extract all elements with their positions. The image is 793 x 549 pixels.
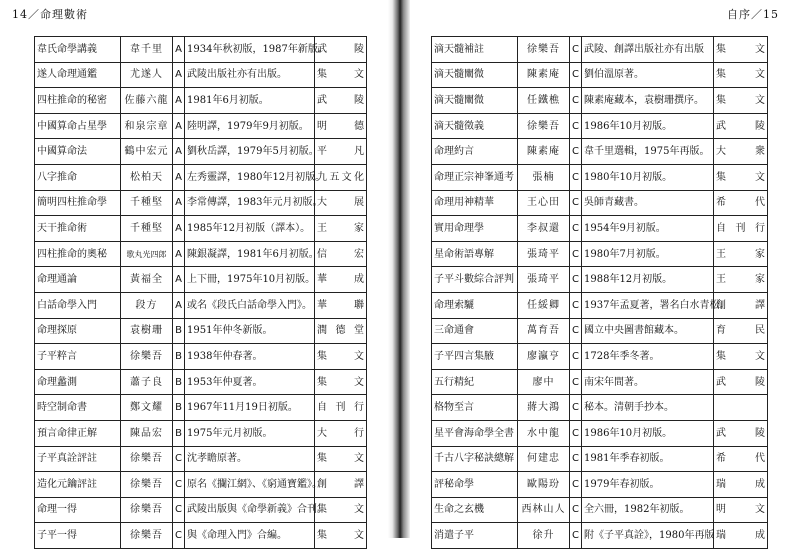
book-title-cell: 子平粹言 — [35, 344, 121, 370]
book-title-cell: 五行精紀 — [432, 369, 518, 395]
book-title-cell: 滴天髓徵義 — [432, 113, 518, 139]
author-cell: 松柏天 — [121, 164, 173, 190]
note-cell: 劉秋岳譯，1979年5月初版。 — [185, 139, 315, 165]
table-row — [432, 395, 768, 421]
right-book-table — [431, 36, 768, 549]
author-cell: 徐樂吾 — [121, 446, 173, 472]
note-cell: 國立中央圖書館藏本。 — [582, 318, 714, 344]
author-cell: 水中龍 — [518, 420, 570, 446]
grade-cell: C — [570, 344, 582, 370]
book-title-cell: 簡明四柱推命學 — [35, 190, 121, 216]
grade-cell: A — [173, 62, 185, 88]
author-cell: 任鐵樵 — [518, 88, 570, 114]
note-cell: 上下冊，1975年10月初版。 — [185, 267, 315, 293]
book-title-cell: 韋氏命學講義 — [35, 37, 121, 63]
table-row — [35, 395, 367, 421]
note-cell: 陳銀凝譯，1981年6月初版。 — [185, 241, 315, 267]
note-cell: 1954年9月初版。 — [582, 216, 714, 242]
publisher-cell: 大展 — [315, 190, 367, 216]
note-cell: 1988年12月初版。 — [582, 267, 714, 293]
table-row — [432, 190, 768, 216]
author-cell: 徐升 — [518, 523, 570, 549]
table-row — [432, 113, 768, 139]
table-row — [432, 344, 768, 370]
grade-cell: C — [570, 164, 582, 190]
table-row — [432, 472, 768, 498]
author-cell: 袁樹珊 — [121, 318, 173, 344]
grade-cell: C — [173, 523, 185, 549]
author-cell: 陳品宏 — [121, 420, 173, 446]
note-cell: 沈孝瞻原著。 — [185, 446, 315, 472]
grade-cell: A — [173, 190, 185, 216]
note-cell: 南宋年間著。 — [582, 369, 714, 395]
author-cell: 尤遂人 — [121, 62, 173, 88]
author-cell: 段方 — [121, 292, 173, 318]
author-cell: 佐藤六龍 — [121, 88, 173, 114]
publisher-cell: 瑞成 — [714, 523, 768, 549]
grade-cell: A — [173, 241, 185, 267]
note-cell: 全六冊，1982年初版。 — [582, 497, 714, 523]
book-title-cell: 千古八字秘訣總解 — [432, 446, 518, 472]
grade-cell: B — [173, 395, 185, 421]
note-cell: 1975年元月初版。 — [185, 420, 315, 446]
note-cell: 秘本。清朝手抄本。 — [582, 395, 714, 421]
grade-cell: A — [173, 164, 185, 190]
note-cell: 1981年季春初版。 — [582, 446, 714, 472]
note-cell: 原名《攔江網》、《窮通寶鑑》。 — [185, 472, 315, 498]
book-title-cell: 命理蠡測 — [35, 369, 121, 395]
author-cell: 李叔還 — [518, 216, 570, 242]
author-cell: 陳素庵 — [518, 62, 570, 88]
book-title-cell: 星命術語專解 — [432, 241, 518, 267]
grade-cell: B — [173, 318, 185, 344]
note-cell: 1981年6月初版。 — [185, 88, 315, 114]
grade-cell: C — [570, 318, 582, 344]
book-title-cell: 子平真詮評註 — [35, 446, 121, 472]
right-page — [410, 0, 793, 542]
book-title-cell: 四柱推命的秘密 — [35, 88, 121, 114]
table-row — [432, 497, 768, 523]
author-cell: 萬育吾 — [518, 318, 570, 344]
publisher-cell: 集文 — [315, 523, 367, 549]
publisher-cell: 王家 — [714, 267, 768, 293]
publisher-cell: 武陵 — [315, 88, 367, 114]
author-cell: 徐樂吾 — [121, 344, 173, 370]
book-title-cell: 造化元鑰評註 — [35, 472, 121, 498]
grade-cell: C — [173, 497, 185, 523]
author-cell: 徐樂吾 — [121, 472, 173, 498]
grade-cell: C — [173, 472, 185, 498]
publisher-cell: 集文 — [714, 88, 768, 114]
grade-cell: C — [570, 395, 582, 421]
author-cell: 千種堅 — [121, 190, 173, 216]
author-cell: 歐陽玢 — [518, 472, 570, 498]
table-row — [35, 139, 367, 165]
left-table-body — [35, 37, 367, 549]
publisher-cell: 王家 — [714, 241, 768, 267]
note-cell: 1934年秋初版，1987年新版。 — [185, 37, 315, 63]
table-row — [432, 62, 768, 88]
table-row — [35, 113, 367, 139]
table-row — [432, 420, 768, 446]
publisher-cell: 希代 — [714, 190, 768, 216]
author-cell: 何建忠 — [518, 446, 570, 472]
author-cell: 韋千里 — [121, 37, 173, 63]
grade-cell: C — [173, 446, 185, 472]
table-row — [35, 369, 367, 395]
book-title-cell: 命理通論 — [35, 267, 121, 293]
table-row — [35, 164, 367, 190]
table-row — [35, 318, 367, 344]
left-book-table — [34, 36, 367, 549]
book-title-cell: 子平斗數綜合評判 — [432, 267, 518, 293]
left-page — [0, 0, 388, 542]
author-cell: 陳素庵 — [518, 139, 570, 165]
note-cell: 吳師青藏書。 — [582, 190, 714, 216]
grade-cell: A — [173, 267, 185, 293]
grade-cell: C — [570, 497, 582, 523]
author-cell: 鶴中宏元 — [121, 139, 173, 165]
table-row — [432, 37, 768, 63]
book-title-cell: 遂人命理通鑑 — [35, 62, 121, 88]
table-row — [432, 318, 768, 344]
author-cell: 徐樂吾 — [121, 523, 173, 549]
note-cell: 陳素庵藏本，袁樹珊撰序。 — [582, 88, 714, 114]
grade-cell: C — [570, 446, 582, 472]
note-cell: 1980年10月初版。 — [582, 164, 714, 190]
note-cell: 武陵出版與《命學新義》合刊。 — [185, 497, 315, 523]
grade-cell: C — [570, 139, 582, 165]
book-title-cell: 命理正宗神峯通考 — [432, 164, 518, 190]
table-row — [432, 241, 768, 267]
author-cell: 黃福全 — [121, 267, 173, 293]
publisher-cell: 大衆 — [714, 139, 768, 165]
grade-cell: A — [173, 216, 185, 242]
grade-cell: B — [173, 420, 185, 446]
author-cell: 西林山人 — [518, 497, 570, 523]
author-cell: 千種堅 — [121, 216, 173, 242]
grade-cell: C — [570, 88, 582, 114]
table-row — [432, 446, 768, 472]
book-title-cell: 格物至言 — [432, 395, 518, 421]
author-cell: 張琦平 — [518, 267, 570, 293]
note-cell: 左秀靈譯，1980年12月初版。 — [185, 164, 315, 190]
author-cell: 蕭子良 — [121, 369, 173, 395]
publisher-cell: 集文 — [714, 164, 768, 190]
publisher-cell: 集文 — [714, 62, 768, 88]
table-row — [35, 472, 367, 498]
book-title-cell: 命理一得 — [35, 497, 121, 523]
grade-cell: B — [173, 369, 185, 395]
table-row — [432, 292, 768, 318]
note-cell: 1937年孟夏著，署名白水青松。 — [582, 292, 714, 318]
note-cell: 附《子平真詮》，1980年再版 — [582, 523, 714, 549]
table-row — [35, 523, 367, 549]
note-cell: 1986年10月初版。 — [582, 420, 714, 446]
note-cell: 韋千里選輯，1975年再版。 — [582, 139, 714, 165]
author-cell: 徐樂吾 — [518, 113, 570, 139]
book-title-cell: 命理探原 — [35, 318, 121, 344]
note-cell: 劉伯溫原著。 — [582, 62, 714, 88]
publisher-cell: 集文 — [714, 37, 768, 63]
publisher-cell: 集文 — [315, 446, 367, 472]
book-title-cell: 時空制命書 — [35, 395, 121, 421]
note-cell: 1938年仲春著。 — [185, 344, 315, 370]
note-cell: 1980年7月初版。 — [582, 241, 714, 267]
table-row — [35, 190, 367, 216]
table-row — [35, 216, 367, 242]
author-cell: 徐樂吾 — [518, 37, 570, 63]
publisher-cell: 平凡 — [315, 139, 367, 165]
book-gutter — [388, 0, 410, 538]
grade-cell: C — [570, 420, 582, 446]
book-title-cell: 子平四言集腋 — [432, 344, 518, 370]
table-row — [35, 88, 367, 114]
publisher-cell: 信宏 — [315, 241, 367, 267]
book-title-cell: 消遣子平 — [432, 523, 518, 549]
grade-cell: A — [173, 88, 185, 114]
book-title-cell: 中國算命法 — [35, 139, 121, 165]
table-row — [432, 164, 768, 190]
table-row — [432, 216, 768, 242]
note-cell: 武陵出版社亦有出版。 — [185, 62, 315, 88]
publisher-cell: 希代 — [714, 446, 768, 472]
grade-cell: C — [570, 267, 582, 293]
author-cell: 王心田 — [518, 190, 570, 216]
author-cell: 廖瀛亨 — [518, 344, 570, 370]
table-row — [35, 420, 367, 446]
table-row — [35, 344, 367, 370]
publisher-cell: 自刊行 — [714, 216, 768, 242]
grade-cell: C — [570, 241, 582, 267]
note-cell: 陸明譯，1979年9月初版。 — [185, 113, 315, 139]
book-title-cell: 中國算命占星學 — [35, 113, 121, 139]
author-cell: 徐樂吾 — [121, 497, 173, 523]
grade-cell: A — [173, 37, 185, 63]
table-row — [432, 139, 768, 165]
book-title-cell: 預言命律正解 — [35, 420, 121, 446]
publisher-cell — [714, 395, 768, 421]
publisher-cell: 華成 — [315, 267, 367, 293]
left-running-head: 14／命理數術 — [12, 8, 88, 21]
table-row — [35, 62, 367, 88]
author-cell: 任綏卿 — [518, 292, 570, 318]
book-title-cell: 評秘命學 — [432, 472, 518, 498]
book-title-cell: 實用命理學 — [432, 216, 518, 242]
book-title-cell: 天干推命術 — [35, 216, 121, 242]
book-title-cell: 星平會海命學全書 — [432, 420, 518, 446]
book-title-cell: 命理約言 — [432, 139, 518, 165]
publisher-cell: 自刊行 — [315, 395, 367, 421]
table-row — [35, 267, 367, 293]
note-cell: 1953年仲夏著。 — [185, 369, 315, 395]
publisher-cell: 集文 — [315, 344, 367, 370]
publisher-cell: 大行 — [315, 420, 367, 446]
right-running-head: 自序／15 — [727, 8, 779, 21]
note-cell: 或名《段氏白話命學入門》。 — [185, 292, 315, 318]
author-cell: 廖中 — [518, 369, 570, 395]
author-cell: 張楠 — [518, 164, 570, 190]
author-cell: 和泉宗章 — [121, 113, 173, 139]
grade-cell: C — [570, 62, 582, 88]
book-title-cell: 子平一得 — [35, 523, 121, 549]
publisher-cell: 集文 — [714, 344, 768, 370]
table-row — [35, 292, 367, 318]
note-cell: 1728年季冬著。 — [582, 344, 714, 370]
publisher-cell: 潤德堂 — [315, 318, 367, 344]
book-title-cell: 滴天髓闡微 — [432, 88, 518, 114]
grade-cell: C — [570, 113, 582, 139]
book-title-cell: 三命通會 — [432, 318, 518, 344]
publisher-cell: 明文 — [714, 497, 768, 523]
publisher-cell: 九五文化 — [315, 164, 367, 190]
book-title-cell: 滴天髓補註 — [432, 37, 518, 63]
book-title-cell: 生命之玄機 — [432, 497, 518, 523]
right-table-body — [432, 37, 768, 549]
note-cell: 1986年10月初版。 — [582, 113, 714, 139]
publisher-cell: 育民 — [714, 318, 768, 344]
book-title-cell: 命理索驪 — [432, 292, 518, 318]
author-cell: 張琦平 — [518, 241, 570, 267]
publisher-cell: 創譯 — [315, 472, 367, 498]
table-row — [35, 446, 367, 472]
grade-cell: B — [173, 344, 185, 370]
grade-cell: C — [570, 369, 582, 395]
table-row — [432, 369, 768, 395]
grade-cell: C — [570, 472, 582, 498]
note-cell: 武陵、創譯出版社亦有出版 — [582, 37, 714, 63]
author-cell: 蔣大鴻 — [518, 395, 570, 421]
table-row — [35, 497, 367, 523]
book-title-cell: 滴天髓闡微 — [432, 62, 518, 88]
publisher-cell: 武陵 — [714, 369, 768, 395]
grade-cell: C — [570, 523, 582, 549]
grade-cell: A — [173, 139, 185, 165]
publisher-cell: 明德 — [315, 113, 367, 139]
note-cell: 1979年春初版。 — [582, 472, 714, 498]
book-title-cell: 四柱推命的奧秘 — [35, 241, 121, 267]
publisher-cell: 華聯 — [315, 292, 367, 318]
grade-cell: A — [173, 292, 185, 318]
publisher-cell: 集文 — [315, 62, 367, 88]
table-row — [35, 37, 367, 63]
note-cell: 1967年11月19日初版。 — [185, 395, 315, 421]
grade-cell: C — [570, 292, 582, 318]
publisher-cell: 王家 — [315, 216, 367, 242]
publisher-cell: 集文 — [315, 497, 367, 523]
grade-cell: C — [570, 190, 582, 216]
publisher-cell: 創譯 — [714, 292, 768, 318]
grade-cell: C — [570, 216, 582, 242]
publisher-cell: 武陵 — [315, 37, 367, 63]
publisher-cell: 集文 — [315, 369, 367, 395]
publisher-cell: 武陵 — [714, 113, 768, 139]
note-cell: 與《命理入門》合編。 — [185, 523, 315, 549]
table-row — [432, 88, 768, 114]
book-title-cell: 白話命學入門 — [35, 292, 121, 318]
note-cell: 李常傳譯，1983年元月初版。 — [185, 190, 315, 216]
book-title-cell: 八字推命 — [35, 164, 121, 190]
note-cell: 1985年12月初版（譯本）。 — [185, 216, 315, 242]
note-cell: 1951年仲冬新版。 — [185, 318, 315, 344]
publisher-cell: 瑞成 — [714, 472, 768, 498]
book-title-cell: 命理用神精華 — [432, 190, 518, 216]
author-cell: 歌丸光四郎 — [121, 241, 173, 267]
grade-cell: C — [570, 37, 582, 63]
table-row — [35, 241, 367, 267]
table-row — [432, 267, 768, 293]
author-cell: 鄭文耀 — [121, 395, 173, 421]
table-row — [432, 523, 768, 549]
grade-cell: A — [173, 113, 185, 139]
publisher-cell: 武陵 — [714, 420, 768, 446]
